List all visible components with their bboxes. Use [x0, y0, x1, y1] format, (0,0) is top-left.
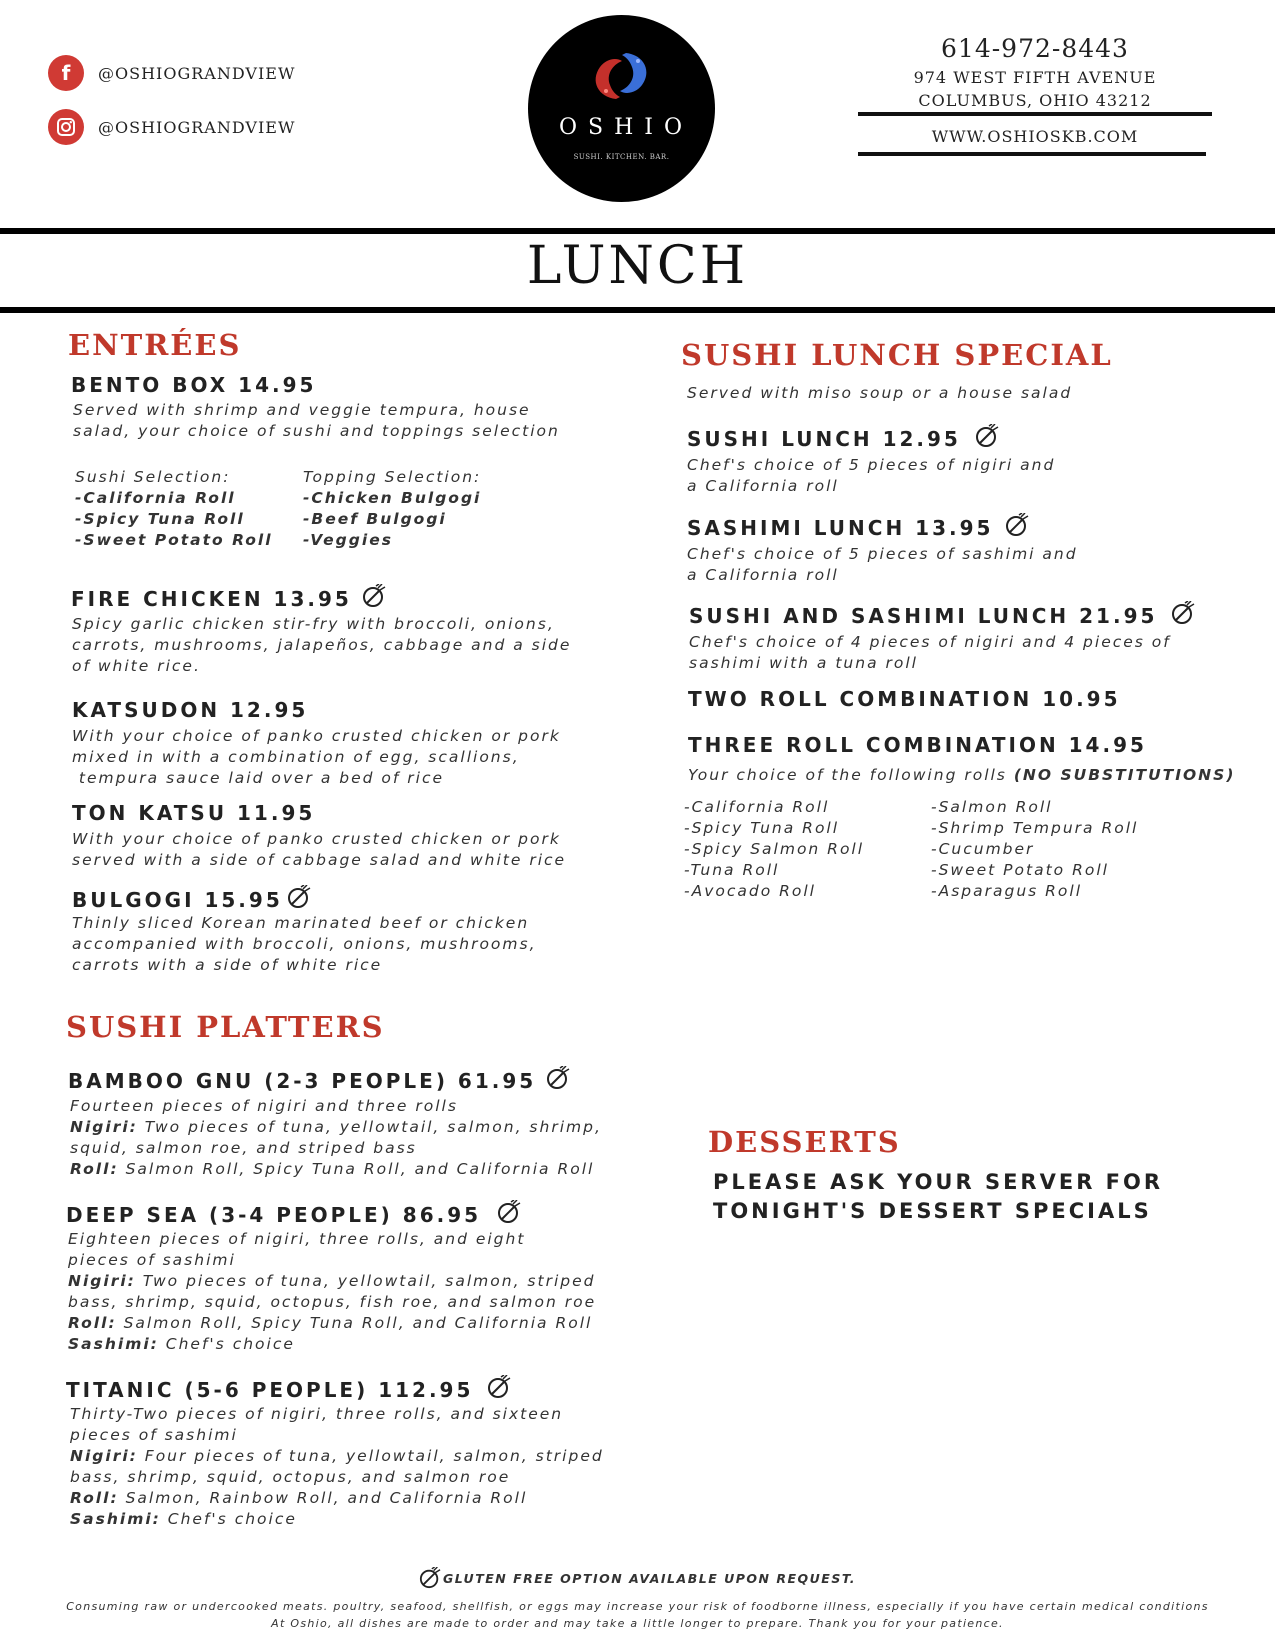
sushi-lunch-subtitle: Served with miso soup or a house salad	[687, 384, 1073, 402]
list-item: -Cucumber	[931, 840, 1035, 858]
desc-line: Thirty-Two pieces of nigiri, three rolls, and sixteen	[70, 1405, 564, 1423]
desserts-line: TONIGHT'S DESSERT SPECIALS	[713, 1199, 1152, 1223]
fire-chicken-item	[71, 584, 386, 611]
gluten-free-icon	[419, 1567, 441, 1589]
facebook-link[interactable]	[48, 55, 295, 91]
roll-text: Salmon Roll, Spicy Tuna Roll, and California Roll	[118, 1160, 595, 1178]
list-item: -California Roll	[75, 489, 236, 507]
desc-line: With your choice of panko crusted chicken or pork	[72, 727, 561, 745]
deep-sea-item	[66, 1200, 521, 1227]
list-item: -Shrimp Tempura Roll	[931, 819, 1139, 837]
nigiri-text: Two pieces of tuna, yellowtail, salmon, striped	[135, 1272, 596, 1290]
topping-selection-header: Topping Selection:	[303, 468, 482, 486]
sashimi-label: Sashimi:	[68, 1335, 159, 1353]
facebook-icon: f	[48, 55, 84, 91]
desc-line: Chef's choice of 5 pieces of nigiri and	[687, 456, 1056, 474]
fire-chicken-title: FIRE CHICKEN 13.95	[71, 587, 352, 611]
roll-text: Salmon, Rainbow Roll, and California Roll	[118, 1489, 528, 1507]
desc-line: salad, your choice of sushi and toppings selection	[73, 422, 560, 440]
sushi-sashimi-lunch-title: SUSHI AND SASHIMI LUNCH 21.95	[689, 604, 1158, 628]
nigiri-label: Nigiri:	[70, 1118, 138, 1136]
desc-line: a California roll	[687, 477, 839, 495]
list-item: -Avocado Roll	[684, 882, 816, 900]
desc-line: pieces of sashimi	[68, 1251, 236, 1269]
titanic-title: TITANIC (5-6 PEOPLE) 112.95	[66, 1378, 474, 1402]
gluten-free-icon	[546, 1066, 570, 1090]
nigiri-label: Nigiri:	[70, 1447, 138, 1465]
sashimi-lunch-title: SASHIMI LUNCH 13.95	[687, 516, 994, 540]
desc-line: bass, shrimp, squid, octopus, and salmon roe	[70, 1468, 511, 1486]
list-item: -Salmon Roll	[931, 798, 1053, 816]
desserts-heading: DESSERTS	[708, 1125, 901, 1159]
sushi-sashimi-lunch-item	[689, 601, 1195, 628]
topping-selection-list	[303, 467, 481, 551]
gluten-free-icon	[287, 885, 311, 909]
instagram-link[interactable]	[48, 109, 295, 145]
desserts-line: PLEASE ASK YOUR SERVER FOR	[713, 1170, 1164, 1194]
gluten-free-icon	[975, 424, 999, 448]
roll-label: Roll:	[70, 1160, 119, 1178]
gluten-free-icon	[487, 1375, 511, 1399]
gluten-free-icon	[1005, 513, 1029, 537]
bamboo-gnu-item	[68, 1066, 570, 1093]
no-substitutions-note: (NO SUBSTITUTIONS)	[1013, 766, 1236, 784]
bulgogi-item	[72, 885, 311, 912]
sushi-sashimi-lunch-description	[689, 632, 1171, 674]
page-title: LUNCH	[526, 236, 749, 296]
fire-chicken-description	[72, 614, 571, 677]
logo-tagline: SUSHI. KITCHEN. BAR.	[573, 153, 670, 161]
bamboo-gnu-title: BAMBOO GNU (2-3 PEOPLE) 61.95	[68, 1069, 537, 1093]
logo-name: OSHIO	[558, 115, 694, 140]
list-item: -Spicy Tuna Roll	[75, 510, 245, 528]
disclaimer-line-2: At Oshio, all dishes are made to order and may take a little longer to prepare. Thank you for your patience.	[271, 1617, 1004, 1630]
list-item: -California Roll	[684, 798, 830, 816]
desc-line: With your choice of panko crusted chicken or pork	[72, 830, 561, 848]
list-item: -Spicy Salmon Roll	[684, 840, 865, 858]
desc-line	[70, 1509, 604, 1530]
desc-line: served with a side of cabbage salad and white rice	[72, 851, 567, 869]
desc-line: carrots, mushrooms, jalapeños, cabbage and a side	[72, 636, 572, 654]
bulgogi-description	[72, 913, 537, 976]
sushi-platters-heading: SUSHI PLATTERS	[66, 1010, 385, 1044]
desc-line: of white rice.	[72, 657, 201, 675]
desc-line: squid, salmon roe, and striped bass	[70, 1139, 417, 1157]
address-line-1: 974 WEST FIFTH AVENUE	[913, 68, 1157, 87]
rolls-list-right	[931, 797, 1138, 902]
roll-label: Roll:	[68, 1314, 117, 1332]
sashimi-text: Chef's choice	[160, 1510, 297, 1528]
nigiri-text: Two pieces of tuna, yellowtail, salmon, shrimp,	[137, 1118, 602, 1136]
desc-line	[70, 1446, 604, 1467]
koi-fish-icon	[586, 45, 658, 107]
desc-line: Chef's choice of 4 pieces of nigiri and 4 pieces of	[689, 633, 1171, 651]
desc-line: sashimi with a tuna roll	[689, 654, 918, 672]
katsudon-description	[72, 726, 561, 789]
bulgogi-title: BULGOGI 15.95	[72, 888, 283, 912]
desc-line: pieces of sashimi	[70, 1426, 238, 1444]
instagram-icon	[48, 109, 84, 145]
sushi-lunch-item	[687, 424, 999, 451]
ton-katsu-description	[72, 829, 566, 871]
three-roll-combination-title: THREE ROLL COMBINATION 14.95	[688, 733, 1147, 757]
gluten-free-note	[0, 1567, 1275, 1589]
desc-line	[68, 1271, 596, 1292]
roll-label: Roll:	[70, 1489, 119, 1507]
desc-line: Spicy garlic chicken stir-fry with broccoli, onions,	[72, 615, 555, 633]
sashimi-lunch-item	[687, 513, 1029, 540]
contact-divider-top	[858, 112, 1212, 116]
gluten-free-icon	[362, 584, 386, 608]
gluten-free-icon	[497, 1200, 521, 1224]
roll-text: Salmon Roll, Spicy Tuna Roll, and California Roll	[116, 1314, 593, 1332]
sushi-lunch-special-heading: SUSHI LUNCH SPECIAL	[681, 338, 1113, 372]
phone-number[interactable]: 614-972-8443	[941, 34, 1129, 63]
list-item: -Asparagus Roll	[931, 882, 1083, 900]
three-roll-desc-text: Your choice of the following rolls	[688, 766, 1014, 784]
rolls-list-left	[684, 797, 864, 902]
entrees-heading: ENTRÉES	[68, 328, 242, 362]
disclaimer-line-1: Consuming raw or undercooked meats. poultry, seafood, shellfish, or eggs may increase your risk of foodborne illness, especially if you have certain medical conditions	[66, 1600, 1209, 1613]
three-roll-description	[688, 765, 1235, 786]
contact-divider-bottom	[858, 152, 1206, 156]
desc-line: bass, shrimp, squid, octopus, fish roe, and salmon roe	[68, 1293, 597, 1311]
desc-line: Thinly sliced Korean marinated beef or chicken	[72, 914, 530, 932]
sushi-lunch-title: SUSHI LUNCH 12.95	[687, 427, 961, 451]
desc-line: Eighteen pieces of nigiri, three rolls, and eight	[68, 1230, 526, 1248]
list-item: -Veggies	[303, 531, 393, 549]
desc-line	[70, 1159, 602, 1180]
list-item: -Sweet Potato Roll	[931, 861, 1109, 879]
desc-line: Served with shrimp and veggie tempura, house	[73, 401, 531, 419]
ton-katsu-title: TON KATSU 11.95	[72, 801, 316, 825]
sushi-lunch-description	[687, 455, 1055, 497]
oshio-logo	[528, 15, 715, 202]
gluten-free-icon	[1171, 601, 1195, 625]
bento-box-description	[73, 400, 560, 442]
list-item: -Spicy Tuna Roll	[684, 819, 840, 837]
list-item: -Chicken Bulgogi	[303, 489, 482, 507]
nigiri-text: Four pieces of tuna, yellowtail, salmon, striped	[137, 1447, 604, 1465]
titanic-item	[66, 1375, 511, 1402]
bento-box-title: BENTO BOX 14.95	[71, 373, 317, 397]
desc-line: tempura sauce laid over a bed of rice	[72, 769, 445, 787]
sushi-selection-list	[75, 467, 273, 551]
title-rule-bottom	[0, 307, 1275, 313]
nigiri-label: Nigiri:	[68, 1272, 136, 1290]
facebook-handle: @OSHIOGRANDVIEW	[98, 63, 296, 83]
list-item: -Tuna Roll	[684, 861, 780, 879]
sashimi-lunch-description	[687, 544, 1078, 586]
desserts-message	[713, 1168, 1163, 1226]
deep-sea-title: DEEP SEA (3-4 PEOPLE) 86.95	[66, 1203, 482, 1227]
desc-line: mixed in with a combination of egg, scallions,	[72, 748, 520, 766]
title-rule-top	[0, 228, 1275, 234]
desc-line: Fourteen pieces of nigiri and three rolls	[70, 1097, 458, 1115]
katsudon-title: KATSUDON 12.95	[72, 698, 309, 722]
desc-line: Chef's choice of 5 pieces of sashimi and	[687, 545, 1078, 563]
address-line-2: COLUMBUS, OHIO 43212	[918, 91, 1152, 110]
desc-line: a California roll	[687, 566, 839, 584]
gluten-free-note-text: GLUTEN FREE OPTION AVAILABLE UPON REQUEST.	[443, 1571, 856, 1586]
website-link[interactable]: WWW.OSHIOSKB.COM	[931, 127, 1139, 146]
sushi-selection-header: Sushi Selection:	[75, 468, 231, 486]
desc-line	[70, 1117, 602, 1138]
titanic-description	[70, 1404, 604, 1530]
sashimi-text: Chef's choice	[158, 1335, 295, 1353]
desc-line	[68, 1313, 596, 1334]
desc-line: carrots with a side of white rice	[72, 956, 383, 974]
deep-sea-description	[68, 1229, 596, 1355]
desc-line	[68, 1334, 596, 1355]
two-roll-combination-title: TWO ROLL COMBINATION 10.95	[688, 687, 1121, 711]
list-item: -Beef Bulgogi	[303, 510, 447, 528]
instagram-handle: @OSHIOGRANDVIEW	[98, 117, 296, 137]
desc-line	[70, 1488, 604, 1509]
desc-line: accompanied with broccoli, onions, mushrooms,	[72, 935, 537, 953]
bamboo-gnu-description	[70, 1096, 602, 1180]
list-item: -Sweet Potato Roll	[75, 531, 273, 549]
sashimi-label: Sashimi:	[70, 1510, 161, 1528]
